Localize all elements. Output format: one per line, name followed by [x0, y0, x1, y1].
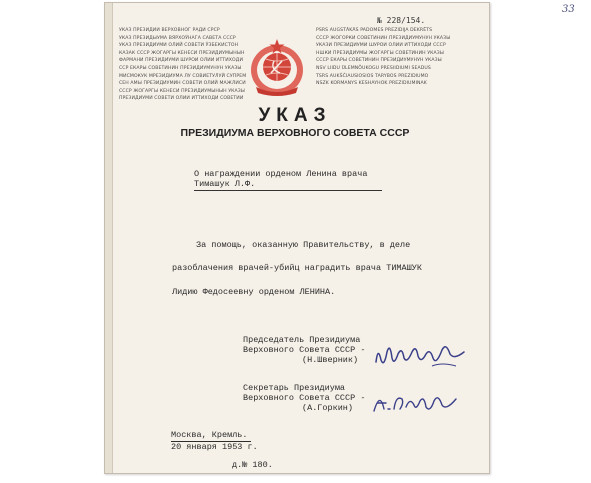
header-right-line: СССР ЕКАРЫ СОВЕТИНИН ПРЕЗИДИУМУНУН УКАЗЫ: [316, 58, 442, 64]
document-number: № 228/154.: [377, 16, 426, 25]
header-right-line: TSRS AUKŠČIAUSIOSIOS TARYBOS PREZIDIUMO: [316, 73, 429, 79]
body-line-2: разоблачения врачей-убийц наградить врача ТИМАШУК: [172, 263, 422, 273]
header-left-line: УКАЗ ПРЕЗИДИИ ВЕРХОВНОГ РАДИ СРСР: [119, 28, 220, 33]
subject-line-2: Тимашук Л.Ф.: [194, 179, 256, 189]
place: Москва, Кремль.: [171, 430, 248, 440]
header-left-line: СССР ЖОГАРГЫ КЕНЕСИ ПРЕЗИДИУМЫНЫН УКАЗЫ: [119, 88, 245, 94]
header-left-line: ССР ЕКАРЫ СОВЕТИНИН ПРЕЗИДИУМУНУН УКАЗЫ: [119, 65, 242, 71]
secretary-signature-icon: [370, 387, 460, 417]
date: 20 января 1953 г.: [171, 442, 258, 452]
header-right-line: СССР ЖОГОРКИ СОВЕТИНИН ПРЕЗИДИУМУНУН УКАЗЫ: [316, 35, 451, 41]
header-multilingual-right: [316, 27, 450, 88]
chairman-title-1: Председатель Президиума: [243, 335, 361, 345]
paper-fold: [105, 3, 113, 473]
subject-line-1: О награждении орденом Ленина врача: [194, 169, 368, 179]
header-left-line: ФАРМАНИ ПРЕЗИДИУМИ ШУРОИ ОЛИИ ИТТИХОДИ: [119, 58, 243, 64]
header-right-line: НШКИ ПРЕЗИДИУМЫ ЖОГАРГЫ СОВЕТИНИН УКАЗЫ: [316, 50, 444, 56]
state-emblem-icon: [246, 37, 308, 99]
header-right-line: PSRS AUGSTĀKĀS PADOMES PREZIDIJA DEKRĒTS: [316, 28, 433, 33]
chairman-title-2: Верховного Совета СССР -: [243, 345, 366, 355]
chairman-name: (Н.Шверник): [302, 355, 359, 365]
decree-register-number: д.№ 180.: [232, 460, 273, 470]
header-left-line: МИСМОКУК МРЕЗИДИУМА ЛУ СОВИЕТУЛУЙ СУПРЕМ: [119, 73, 247, 79]
header-right-line: NSZK KORMANYS KESHAYHOK PREZIDIUMINAK: [316, 81, 427, 87]
decree-subtitle: ПРЕЗИДИУМА ВЕРХОВНОГО СОВЕТА СССР: [180, 127, 410, 139]
decree-title: УКАЗ: [258, 105, 332, 126]
body-line-1: За помощь, оказанную Правительству, в деле: [196, 240, 411, 250]
body-line-3: Лидию Федосеевну орденом ЛЕНИНА.: [172, 287, 336, 297]
header-left-line: КАЗАК СССР ЖОГАРГЫ КЕНЕСИ ПРЕЗИДИУМЫНЫН: [119, 50, 245, 56]
secretary-title-1: Секретарь Президиума: [243, 383, 346, 393]
header-left-line: УКАЗ ПРЕЗИДЫУМА ВЯРХОЎНАГА САВЕТА СССР: [119, 35, 236, 41]
secretary-title-2: Верховного Совета СССР -: [243, 393, 366, 403]
subject-underline: [194, 190, 382, 191]
header-right-line: NSV LIIDU ÜLEMNÕUKOGU PRESIIDIUMI SEADUS: [316, 65, 431, 71]
archive-page-number: 33: [562, 4, 575, 15]
header-left-line: ПРЕЗИДИУМИ СОВЕТИ ОЛИИ ИТТИХОДИ СОВЕТИИ: [119, 96, 244, 102]
header-left-line: СЕН АМЫ ПРЕЗИДИУМИН СОВЕТИ ОЛИЙ МАЖЛИСИ: [119, 81, 246, 87]
header-left-line: УКАЗ ПРЕЗИДИУМИ ОЛИЙ СОВЕТИ ЎЗБЕКИСТОН: [119, 43, 239, 49]
chairman-signature-icon: [372, 338, 468, 372]
header-right-line: УКАЗИ ПРЕЗИДИУМИ ШУРОИ ОЛИИ ИТТИХОДИ СССР: [316, 43, 446, 49]
header-multilingual-left: [119, 27, 246, 103]
secretary-name: (А.Горкин): [302, 403, 354, 413]
